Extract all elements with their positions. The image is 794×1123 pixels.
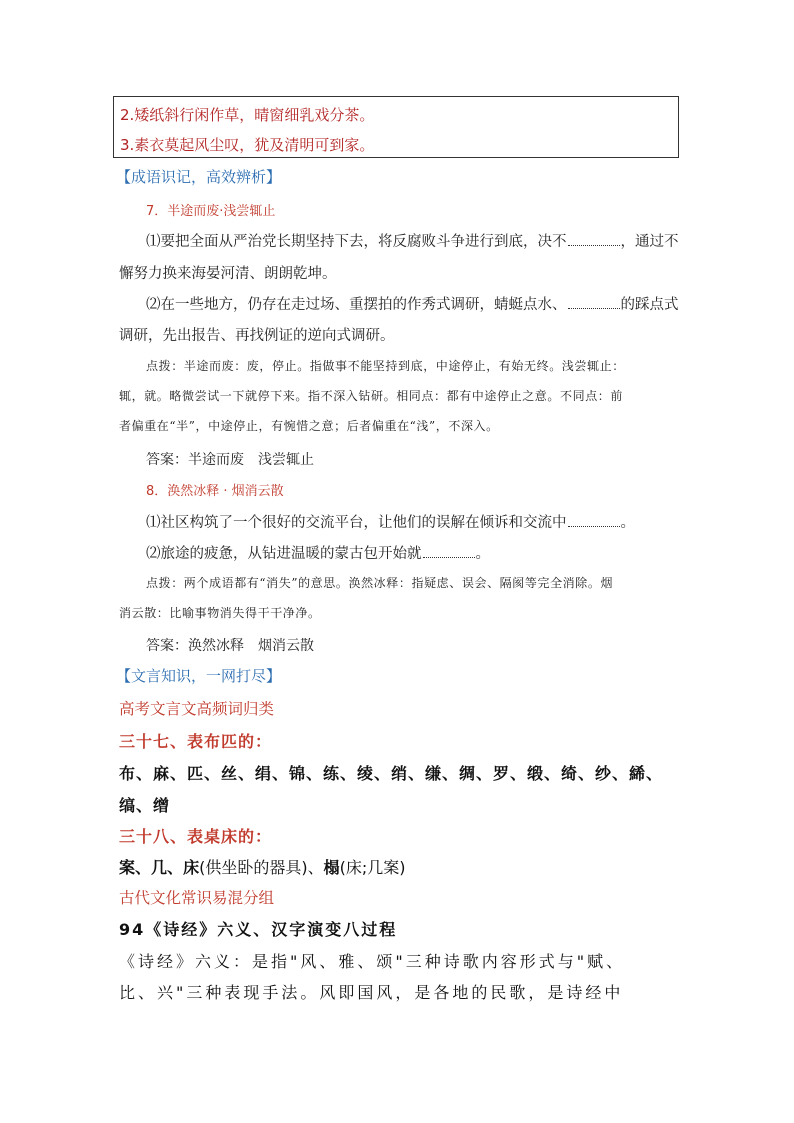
- item7-question1-cont: 懈努力换来海晏河清、朗朗乾坤。: [119, 266, 337, 282]
- poem-line-2: 2.矮纸斜行闲作草，晴窗细乳戏分茶。: [120, 106, 375, 124]
- item7-q1-text-end: ，通过不: [620, 234, 679, 250]
- item8-q2-text-end: 。: [475, 546, 490, 562]
- item7-question1: [146, 230, 679, 251]
- poem-box: [113, 96, 679, 158]
- item7-question2: [146, 293, 679, 314]
- item8-q1-text-end: 。: [620, 515, 635, 531]
- item8-q2-text: ⑵旅途的疲惫，从钻进温暖的蒙古包开始就: [146, 546, 422, 562]
- cat38-note2: (床;几案): [339, 858, 406, 877]
- culture-text-line1: 《诗经》六义：是指"风、雅、颂"三种诗歌内容形式与"赋、: [119, 952, 626, 971]
- category-37-line2: 缟、缯: [119, 796, 171, 815]
- idiom-section-header: 【成语识记，高效辨析】: [116, 168, 282, 186]
- poem-line-3: 3.素衣莫起风尘叹，犹及清明可到家。: [120, 136, 375, 154]
- item8-title: 8．涣然冰释 · 烟消云散: [146, 484, 284, 499]
- item7-q1-blank: [568, 233, 620, 246]
- item7-answer: 答案：半途而废 浅尝辄止: [146, 452, 314, 468]
- item7-tip-line1: 点拨：半途而废：废，停止。指做事不能坚持到底，中途停止，有始无终。浅尝辄止：: [146, 359, 625, 373]
- cat38-word-ji: 几: [151, 858, 168, 877]
- item7-title: 7．半途而废·浅尝辄止: [146, 204, 276, 219]
- item8-answer: 答案：涣然冰释 烟消云散: [146, 638, 314, 654]
- item8-question2: [146, 542, 490, 563]
- item7-q2-text-end: 的踩点式: [620, 297, 679, 313]
- item8-tip-line2: 消云散：比喻事物消失得干干净净。: [119, 606, 321, 620]
- category-38-line: [119, 855, 405, 878]
- cat38-sep1: 、: [135, 858, 152, 877]
- item8-q2-blank: [423, 545, 475, 558]
- item8-tip-line1: 点拨：两个成语都有“消失”的意思。涣然冰释：指疑虑、误会、隔阂等完全消除。烟: [146, 576, 614, 590]
- category-38-title: 三十八、表桌床的：: [119, 827, 273, 846]
- culture-title: 94《诗经》六义、汉字演变八过程: [119, 920, 398, 939]
- item7-q1-text: ⑴要把全面从严治党长期坚持下去，将反腐败斗争进行到底，决不: [146, 234, 567, 250]
- cat38-note1: (供坐卧的器具)、: [199, 858, 324, 877]
- culture-text-line2: 比、兴"三种表现手法。风即国风，是各地的民歌，是诗经中: [119, 983, 624, 1002]
- item7-question2-cont: 调研，先出报告、再找例证的逆向式调研。: [119, 328, 395, 344]
- item7-q2-text: ⑵在一些地方，仍存在走过场、重摆拍的作秀式调研，蜻蜓点水、: [146, 297, 567, 313]
- cat38-word-chuang: 床: [183, 858, 200, 877]
- cat38-word-ta: 榻: [323, 858, 340, 877]
- classical-subhead: 高考文言文高频词归类: [119, 700, 275, 718]
- item7-tip-line2: 辄，就。略微尝试一下就停下来。指不深入钻研。相同点：都有中途停止之意。不同点：前: [119, 389, 624, 403]
- item8-question1: [146, 511, 635, 532]
- classical-section-header: 【文言知识，一网打尽】: [116, 667, 282, 685]
- cat38-word-an: 案: [119, 858, 136, 877]
- item7-tip-line3: 者偏重在“半”，中途停止，有惋惜之意；后者偏重在“浅”，不深入。: [119, 419, 499, 433]
- culture-subhead: 古代文化常识易混分组: [119, 889, 275, 907]
- category-37-line1: 布、麻、匹、丝、绢、锦、练、绫、绡、缣、绸、罗、缎、绮、纱、絺、: [119, 764, 664, 783]
- item8-q1-blank: [568, 514, 620, 527]
- item7-q2-blank: [568, 296, 620, 309]
- item8-q1-text: ⑴社区构筑了一个很好的交流平台，让他们的误解在倾诉和交流中: [146, 515, 567, 531]
- category-37-title: 三十七、表布匹的：: [119, 732, 273, 751]
- cat38-sep2: 、: [167, 858, 184, 877]
